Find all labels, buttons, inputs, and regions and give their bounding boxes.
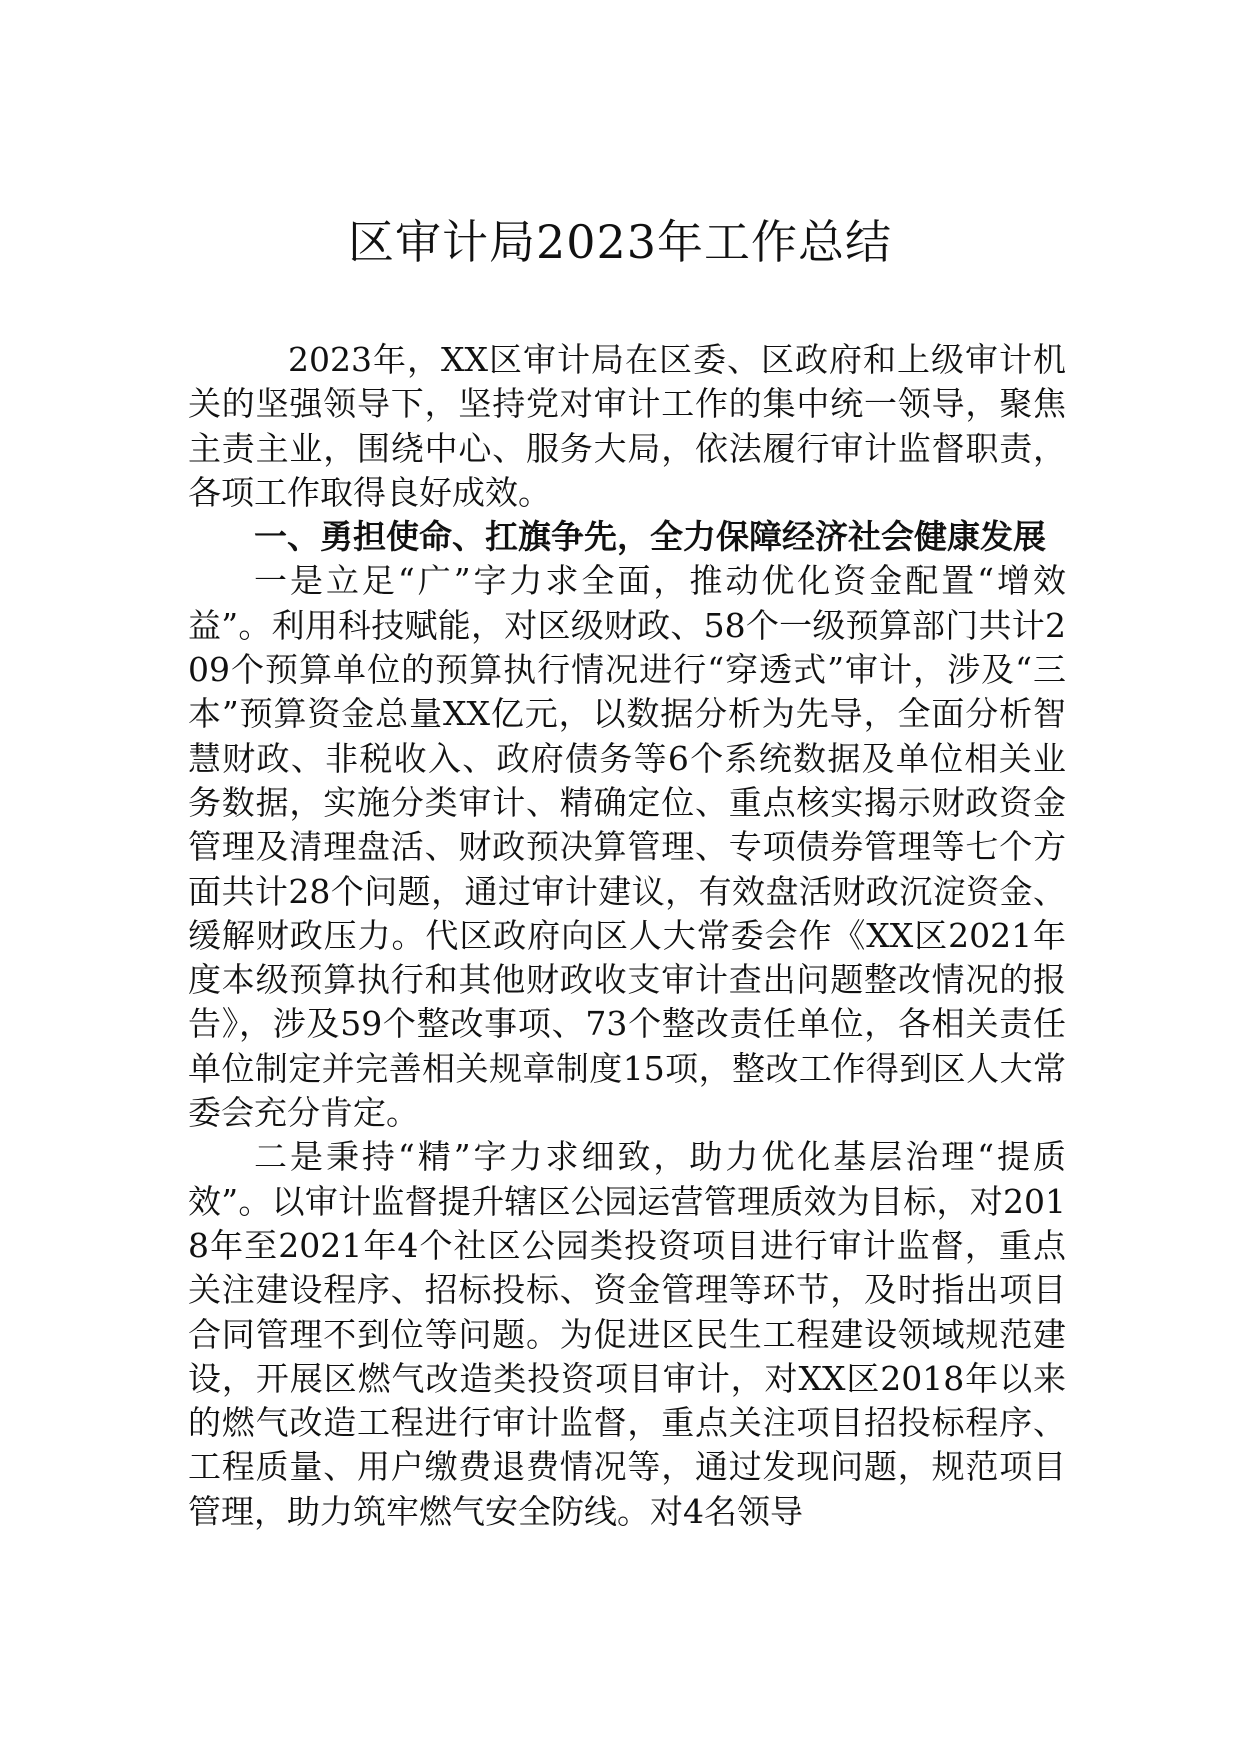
document-body [188,338,1066,1534]
section-heading-1: 一、勇担使命、扛旗争先，全力保障经济社会健康发展 [254,517,1046,557]
intro-paragraph: 2023年，XX区审计局在区委、区政府和上级审计机关的坚强领导下，坚持党对审计工作的集中统一领导，聚焦主责主业，围绕中心、服务大局，依法履行审计监督职责，各项工作取得良好成效。 [188,340,1066,512]
document-title: 区审计局2023年工作总结 [347,215,893,269]
body-paragraph-1: 一是立足“广”字力求全面，推动优化资金配置“增效益”。利用科技赋能，对区级财政、58个一级预算部门共计209个预算单位的预算执行情况进行“穿透式”审计，涉及“三本”预算资金总量XX亿元，以数据分析为先导，全面分析智慧财政、非税收入、政府债务等6个系统数据及单位相关业务数据，实施分类审计、精确定位、重点核实揭示财政资金管理及清理盘活、财政预决算管理、专项债券管理等七个方面共计28个问题，通过审计建议，有效盘活财政沉淀资金、缓解财政压力。代区政府向区人大常委会作《XX区2021年度本级预算执行和其他财政收支审计查出问题整改情况的报告》，涉及59个整改事项、73个整改责任单位，各相关责任单位制定并完善相关规章制度15项，整改工作得到区人大常委会充分肯定。 [188,561,1066,1133]
body-paragraph-2: 二是秉持“精”字力求细致，助力优化基层治理“提质效”。以审计监督提升辖区公园运营管理质效为目标，对2018年至2021年4个社区公园类投资项目进行审计监督，重点关注建设程序、招标投标、资金管理等环节，及时指出项目合同管理不到位等问题。为促进区民生工程建设领域规范建设，开展区燃气改造类投资项目审计，对XX区2018年以来的燃气改造工程进行审计监督，重点关注项目招投标程序、工程质量、用户缴费退费情况等，通过发现问题，规范项目管理，助力筑牢燃气安全防线。对4名领导 [188,1137,1066,1531]
